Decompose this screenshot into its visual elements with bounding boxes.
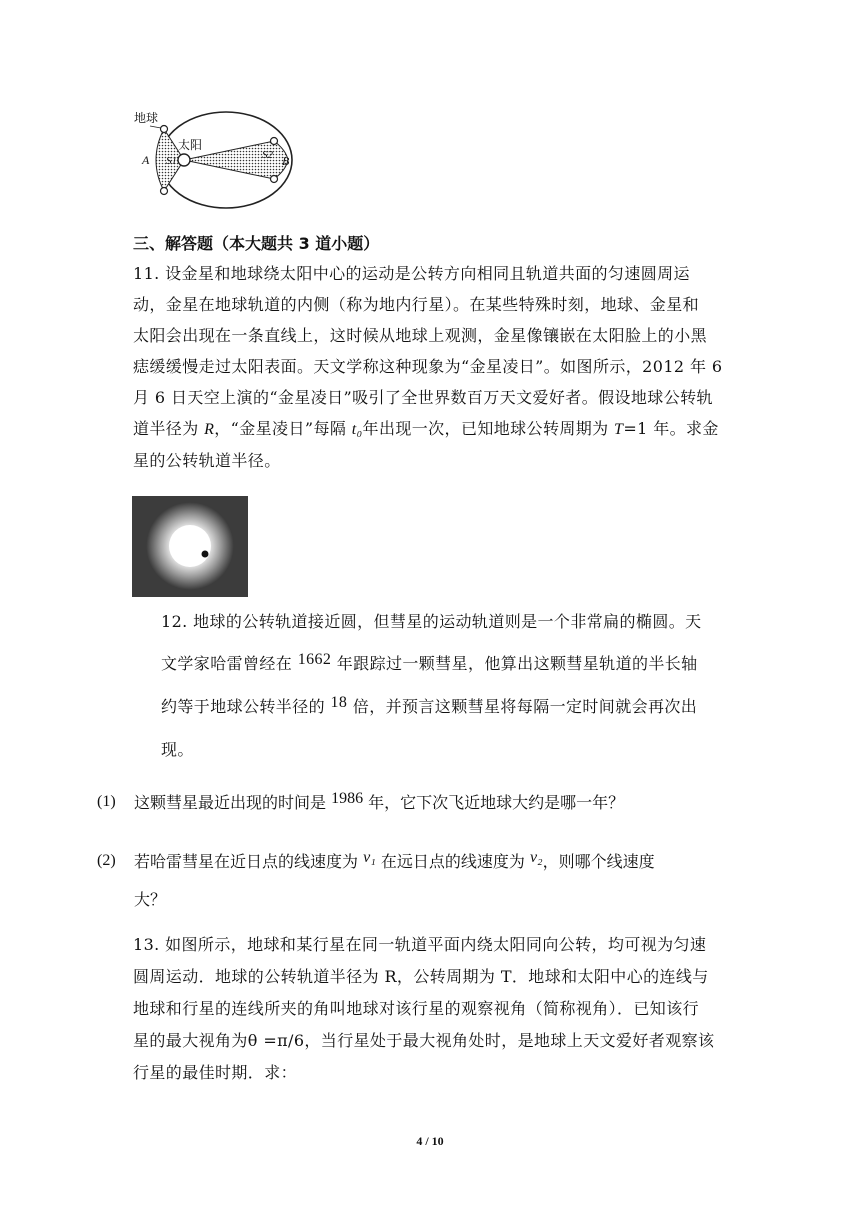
symbol-r: R [204, 421, 215, 438]
year-1662: 1662 [297, 651, 332, 668]
question-12 [161, 604, 741, 774]
q11-line: 太阳会出现在一条直线上，这时候从地球上观测，金星像镶嵌在太阳脸上的小黑 [133, 326, 708, 345]
subquestion-1-number: (1) [97, 793, 116, 810]
subquestion-2 [134, 849, 655, 872]
orbit-diagram [128, 108, 304, 212]
point-b-label: B [282, 154, 290, 168]
q12-line: 现。 [161, 740, 194, 759]
year-1986: 1986 [331, 790, 364, 807]
q12-line: 12. 地球的公转轨道接近圆，但彗星的运动轨道则是一个非常扁的椭圆。天 [161, 612, 702, 631]
q12-text: 年跟踪过一颗彗星，他算出这颗彗星轨道的半长轴 [331, 654, 698, 673]
sub2-text: 若哈雷彗星在近日点的线速度为 [134, 852, 364, 871]
q11-line [133, 413, 733, 445]
sub1-text: 年，它下次飞近地球大约是哪一年？ [363, 793, 625, 812]
venus-transit-photo [132, 496, 248, 597]
ratio-18: 18 [330, 694, 348, 711]
page-number: 4 / 10 [416, 1134, 444, 1148]
question-11 [133, 258, 733, 476]
q11-line: 痣缓缓慢走过太阳表面。天文学称这种现象为“金星凌日”。如图所示，2012 年 6 [133, 357, 723, 376]
q11-text: =1 年。求金 [623, 419, 719, 438]
q11-line: 11. 设金星和地球绕太阳中心的运动是公转方向相同且轨道共面的匀速圆周运 [133, 264, 690, 283]
sub2-text: ，则哪个线速度 [542, 852, 655, 871]
symbol-v2: v₂ [529, 849, 543, 866]
q11-text: ，“金星凌日”每隔 [214, 419, 352, 438]
q13-line: 13. 如图所示，地球和某行星在同一轨道平面内绕太阳同向公转，均可视为匀速 [133, 935, 707, 954]
q12-line [161, 646, 741, 683]
earth-label: 地球 [134, 111, 159, 125]
area-s1-label: S1 [166, 155, 177, 167]
section-heading: 三、解答题（本大题共 3 道小题） [133, 234, 380, 253]
symbol-t: T [614, 421, 624, 438]
sub1-text: 这颗彗星最近出现的时间是 [134, 793, 332, 812]
venus-transit-image [132, 496, 248, 597]
q11-line: 动，金星在地球轨道的内侧（称为地内行星）。在某些特殊时刻，地球、金星和 [133, 295, 700, 314]
subquestion-1 [134, 790, 624, 813]
subquestion-2-number: (2) [97, 852, 116, 869]
sun-label: 太阳 [178, 138, 203, 152]
area-s2-label: S2 [262, 149, 273, 161]
q13-line: 地球和行星的连线所夹的角叫地球对该行星的观察视角（简称视角）．已知该行 [133, 999, 700, 1018]
symbol-t0: t₀ [351, 421, 363, 438]
question-13 [133, 929, 753, 1089]
q12-text: 文学家哈雷曾经在 [161, 654, 298, 673]
q11-text: 年出现一次，已知地球公转周期为 [362, 419, 615, 438]
q12-text: 约等于地球公转半径的 [161, 697, 331, 716]
symbol-v1: v₁ [363, 849, 376, 866]
q13-line: 星的最大视角为θ =π/6，当行星处于最大视角处时，是地球上天文爱好者观察该 [133, 1031, 715, 1050]
sub2-text: 在远日点的线速度为 [375, 852, 530, 871]
q11-line: 月 6 日天空上演的“金星凌日”吸引了全世界数百万天文爱好者。假设地球公转轨 [133, 388, 713, 407]
point-a-label: A [142, 153, 150, 167]
q12-line [161, 689, 741, 726]
q12-text: 倍，并预言这颗彗星将每隔一定时间就会再次出 [347, 697, 698, 716]
subquestion-2-continued: 大？ [134, 890, 167, 909]
q13-line: 行星的最佳时期．求： [133, 1063, 298, 1082]
q13-line: 圆周运动．地球的公转轨道半径为 R，公转周期为 T．地球和太阳中心的连线与 [133, 967, 709, 986]
q11-line: 星的公转轨道半径。 [133, 451, 281, 470]
q11-text: 道半径为 [133, 419, 205, 438]
